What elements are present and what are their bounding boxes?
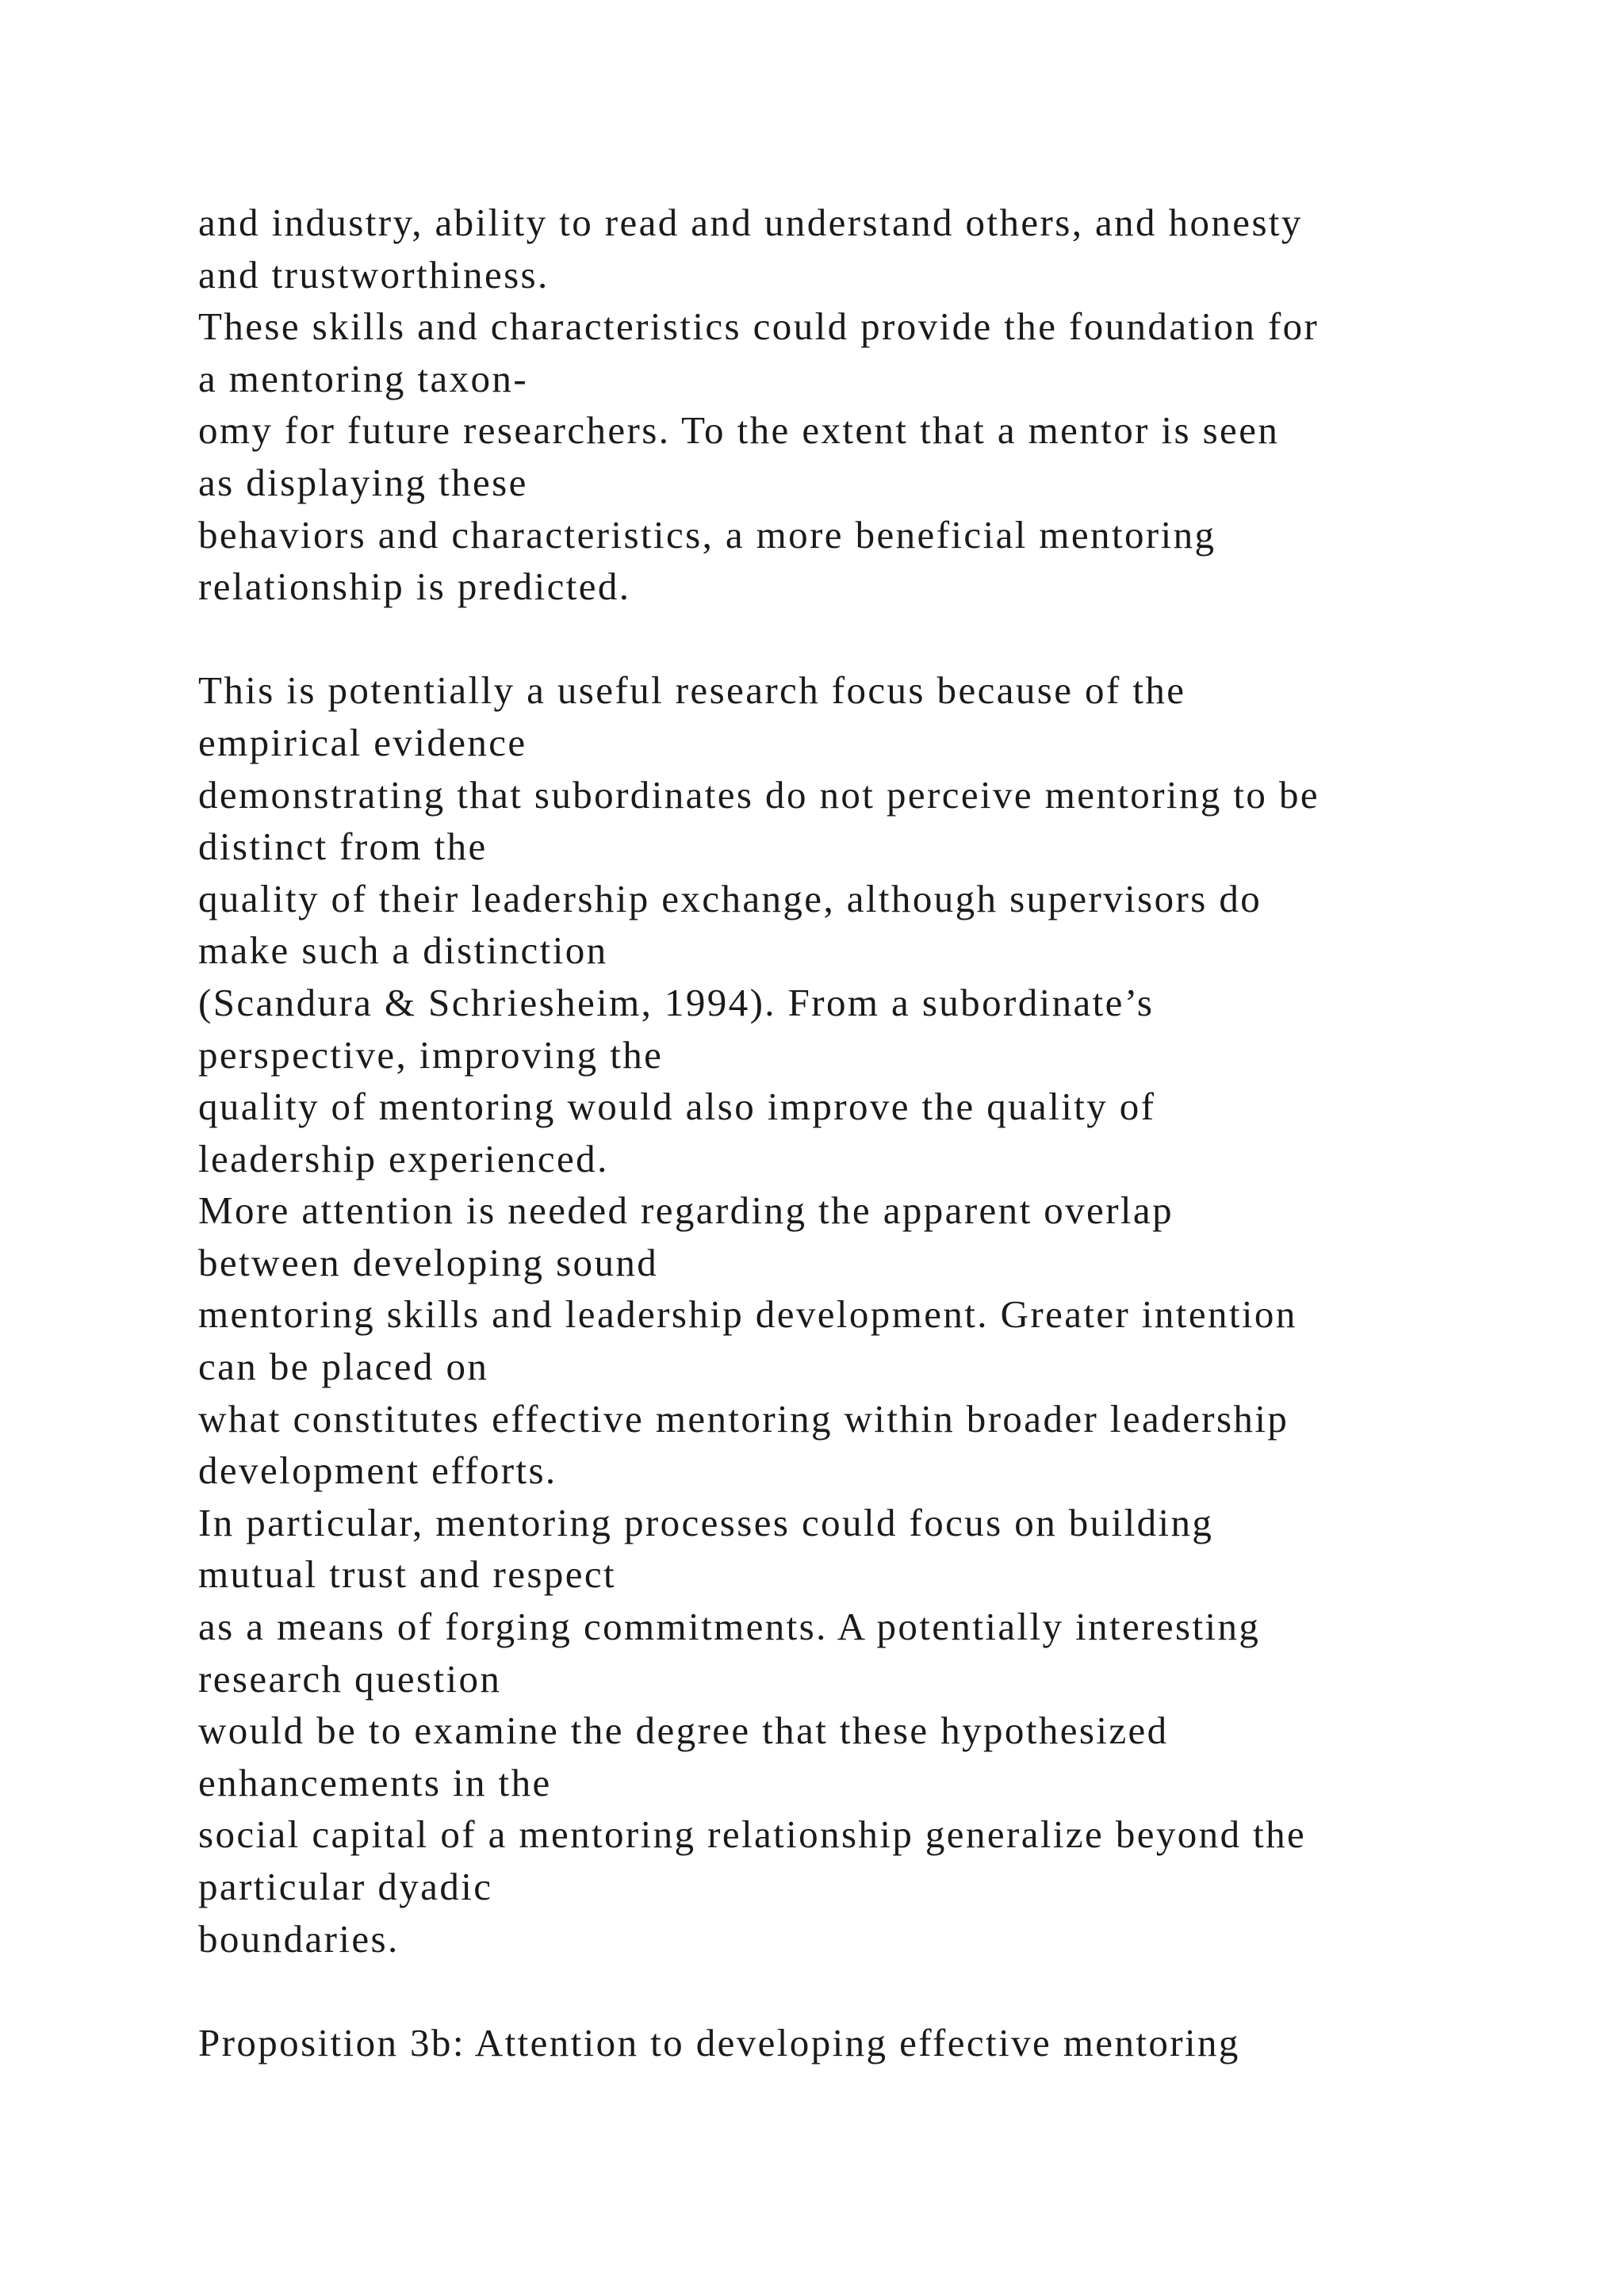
text-line: quality of mentoring would also improve the quality of	[198, 1085, 1156, 1129]
proposition-line: Proposition 3b: Attention to developing effective mentoring	[198, 2020, 1240, 2064]
text-line: make such a distinction	[198, 928, 608, 973]
text-line: a mentoring taxon-	[198, 356, 529, 400]
text-line: what constitutes effective mentoring within broader leadership	[198, 1396, 1289, 1441]
text-line: relationship is predicted.	[198, 564, 631, 609]
text-line: These skills and characteristics could provide the foundation for	[198, 304, 1320, 349]
body-text	[198, 197, 1546, 2068]
text-line: social capital of a mentoring relationship generalize beyond the	[198, 1812, 1307, 1857]
text-line: distinct from the	[198, 825, 488, 869]
text-line: particular dyadic	[198, 1865, 493, 1908]
text-line: demonstrating that subordinates do not perceive mentoring to be	[198, 772, 1320, 817]
text-line: as displaying these	[198, 460, 528, 504]
text-line: perspective, improving the	[198, 1032, 664, 1077]
text-line: and trustworthiness.	[198, 252, 550, 297]
text-line: More attention is needed regarding the apparent overlap	[198, 1188, 1174, 1233]
text-line: (Scandura & Schriesheim, 1994). From a subordinate’s	[198, 980, 1155, 1024]
text-line: quality of their leadership exchange, although supervisors do	[198, 876, 1262, 920]
text-line: omy for future researchers. To the extent that a mentor is seen	[198, 408, 1280, 453]
text-line: research question	[198, 1656, 502, 1701]
paragraph-break	[198, 613, 1546, 665]
text-line: mutual trust and respect	[198, 1552, 617, 1597]
text-line: would be to examine the degree that these hypothesized	[198, 1709, 1169, 1753]
text-line: as a means of forging commitments. A potentially interesting	[198, 1605, 1261, 1649]
text-line: This is potentially a useful research focus because of the	[198, 668, 1186, 713]
text-line: and industry, ability to read and understand others, and honesty	[198, 201, 1303, 244]
text-line: behaviors and characteristics, a more beneficial mentoring	[198, 512, 1216, 557]
paragraph-break	[198, 1965, 1546, 2017]
text-line: can be placed on	[198, 1345, 489, 1389]
text-line: empirical evidence	[198, 720, 527, 764]
text-line: In particular, mentoring processes could focus on building	[198, 1500, 1214, 1544]
text-line: between developing sound	[198, 1240, 659, 1284]
text-line: leadership experienced.	[198, 1136, 609, 1181]
text-line: boundaries.	[198, 1916, 400, 1961]
text-line: mentoring skills and leadership development. Greater intention	[198, 1292, 1297, 1337]
text-line: development efforts.	[198, 1448, 557, 1493]
text-line: enhancements in the	[198, 1760, 552, 1804]
